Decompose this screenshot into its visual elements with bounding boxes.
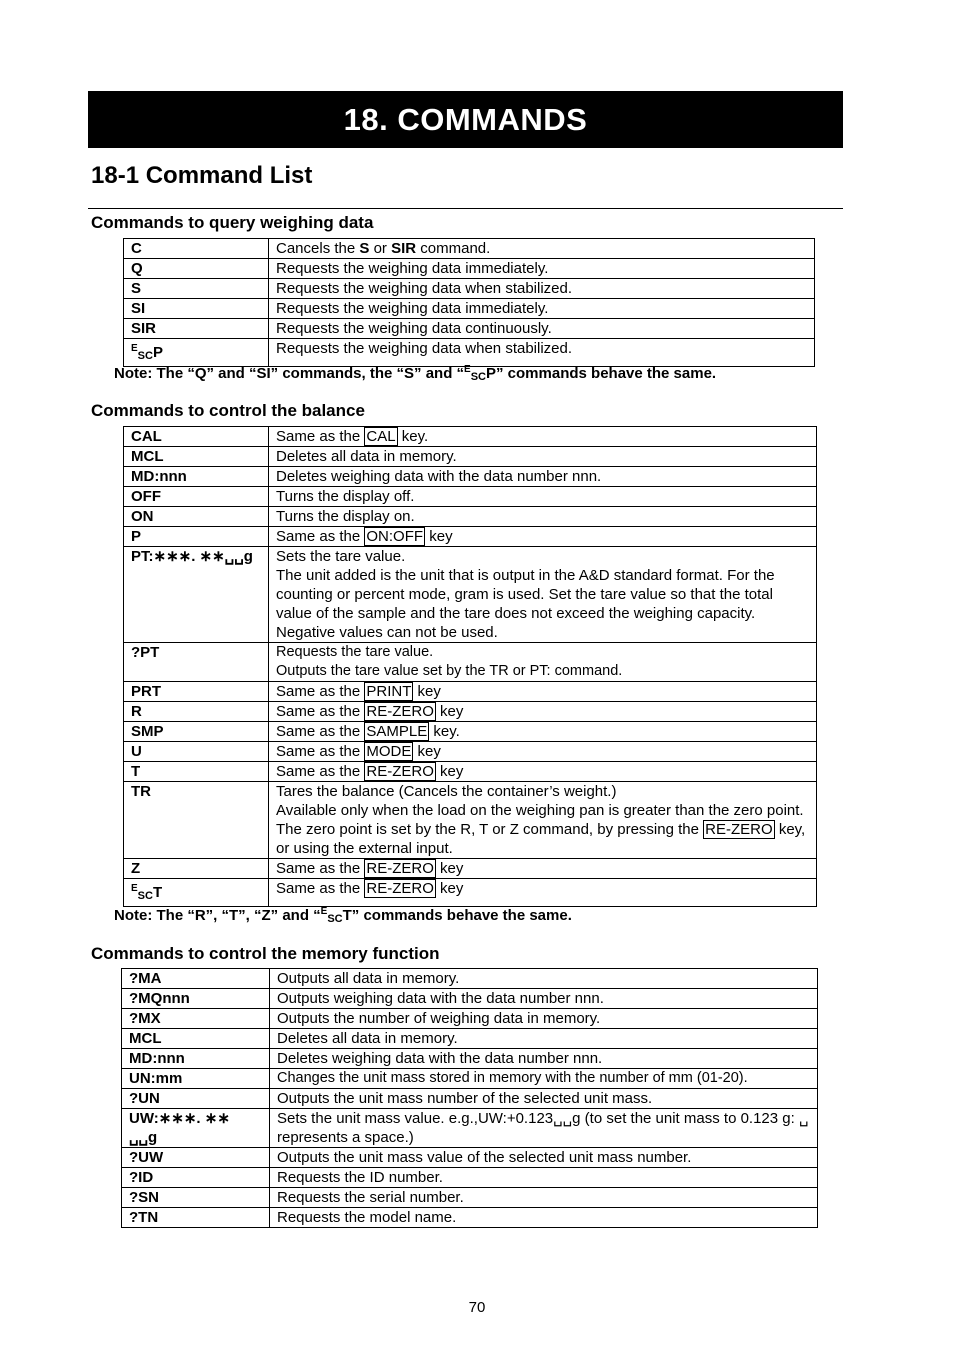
table-row <box>122 1069 818 1089</box>
table-row <box>124 447 817 467</box>
command-cell: OFF <box>124 487 269 507</box>
command-cell: ?SN <box>122 1188 270 1208</box>
command-cell: MCL <box>124 447 269 467</box>
memory-heading: Commands to control the memory function <box>91 944 440 963</box>
command-cell: SI <box>124 299 269 319</box>
table-row <box>124 339 815 367</box>
table-row <box>122 989 818 1009</box>
table-row <box>124 547 817 643</box>
table-row <box>122 1009 818 1029</box>
command-cell: Q <box>124 259 269 279</box>
table-row <box>122 1049 818 1069</box>
description-cell: Outputs weighing data with the data number nnn. <box>270 989 818 1009</box>
description-cell: Same as the ON:OFF key <box>269 527 817 547</box>
table-row <box>122 1188 818 1208</box>
section-title: 18-1 Command List <box>91 162 313 189</box>
description-cell: Requests the weighing data when stabilized. <box>269 339 815 367</box>
command-cell: PT:∗∗∗. ∗∗␣␣g <box>124 547 269 643</box>
table-row <box>124 722 817 742</box>
memory-command-table <box>121 968 818 1228</box>
description-cell: Outputs the unit mass number of the selected unit mass. <box>270 1089 818 1109</box>
table-row <box>124 259 815 279</box>
table-row <box>124 527 817 547</box>
description-cell: Requests the weighing data immediately. <box>269 259 815 279</box>
key-label: RE-ZERO <box>366 703 434 720</box>
chapter-banner <box>88 91 843 148</box>
description-cell: Same as the RE-ZERO key <box>269 702 817 722</box>
description-cell: Changes the unit mass stored in memory with the number of mm (01-20). <box>270 1069 818 1089</box>
key-label: RE-ZERO <box>366 860 434 877</box>
description-cell: Deletes weighing data with the data number nnn. <box>270 1049 818 1069</box>
command-cell: $^E$SCP <box>124 339 269 367</box>
command-cell: MD:nnn <box>124 467 269 487</box>
description-cell: Deletes all data in memory. <box>269 447 817 467</box>
description-cell: Same as the RE-ZERO key <box>269 879 817 907</box>
table-row <box>124 319 815 339</box>
control-command-table <box>123 426 817 907</box>
command-cell: Z <box>124 859 269 879</box>
table-row <box>122 1029 818 1049</box>
command-cell: MCL <box>122 1029 270 1049</box>
key-label: ON:OFF <box>366 528 424 545</box>
table-row <box>122 1168 818 1188</box>
command-cell: UW:∗∗∗. ∗∗ ␣␣g <box>122 1109 270 1148</box>
key-label: PRINT <box>366 683 412 700</box>
table-row <box>124 239 815 259</box>
table-row <box>122 969 818 989</box>
description-cell: Deletes all data in memory. <box>270 1029 818 1049</box>
command-cell: SMP <box>124 722 269 742</box>
command-cell: U <box>124 742 269 762</box>
command-cell: ?UN <box>122 1089 270 1109</box>
command-cell: CAL <box>124 427 269 447</box>
command-cell: UN:mm <box>122 1069 270 1089</box>
table-row <box>124 427 817 447</box>
table-row <box>122 1208 818 1228</box>
description-cell: Requests the weighing data when stabilized. <box>269 279 815 299</box>
table-row <box>124 467 817 487</box>
key-label: RE-ZERO <box>366 763 434 780</box>
command-cell: S <box>124 279 269 299</box>
query-command-table <box>123 238 815 367</box>
table-row <box>124 742 817 762</box>
description-cell: Turns the display off. <box>269 487 817 507</box>
description-cell: Same as the RE-ZERO key <box>269 859 817 879</box>
table-row <box>124 507 817 527</box>
description-cell: Same as the CAL key. <box>269 427 817 447</box>
table-row <box>124 702 817 722</box>
key-label: MODE <box>366 743 412 760</box>
key-label: SAMPLE <box>366 723 428 740</box>
command-cell: C <box>124 239 269 259</box>
command-cell: PRT <box>124 682 269 702</box>
control-heading: Commands to control the balance <box>91 401 365 420</box>
command-cell: ?MX <box>122 1009 270 1029</box>
key-label: RE-ZERO <box>366 880 434 897</box>
description-cell: Tares the balance (Cancels the container’s weight.) Available only when the load on the weighing pan is greater than the zero point. The zero point is set by the R, T or Z command, by pressing the RE-ZERO key, or using the external input. <box>269 782 817 859</box>
description-cell: Cancels the S or SIR command. <box>269 239 815 259</box>
description-cell: Requests the serial number. <box>270 1188 818 1208</box>
table-row <box>124 859 817 879</box>
command-cell: ON <box>124 507 269 527</box>
description-cell: Requests the tare value. Outputs the tare value set by the TR or PT: command. <box>269 643 817 682</box>
table-row <box>124 487 817 507</box>
key-label: CAL <box>366 428 396 445</box>
description-cell: Same as the SAMPLE key. <box>269 722 817 742</box>
key-label: RE-ZERO <box>705 821 773 838</box>
description-cell: Requests the weighing data immediately. <box>269 299 815 319</box>
description-cell: Deletes weighing data with the data number nnn. <box>269 467 817 487</box>
command-cell: ?PT <box>124 643 269 682</box>
table-row <box>124 299 815 319</box>
command-cell: ?UW <box>122 1148 270 1168</box>
description-cell: Requests the ID number. <box>270 1168 818 1188</box>
table-row <box>122 1109 818 1148</box>
command-cell: R <box>124 702 269 722</box>
description-cell: Turns the display on. <box>269 507 817 527</box>
table-row <box>124 682 817 702</box>
table-row <box>124 279 815 299</box>
description-cell: Requests the model name. <box>270 1208 818 1228</box>
description-cell: Outputs the number of weighing data in memory. <box>270 1009 818 1029</box>
description-cell: Requests the weighing data continuously. <box>269 319 815 339</box>
description-cell: Same as the PRINT key <box>269 682 817 702</box>
query-heading: Commands to query weighing data <box>91 213 374 232</box>
command-cell: P <box>124 527 269 547</box>
description-cell: Outputs the unit mass value of the selected unit mass number. <box>270 1148 818 1168</box>
command-cell: T <box>124 762 269 782</box>
command-cell: $^E$SCT <box>124 879 269 907</box>
command-cell: TR <box>124 782 269 859</box>
description-cell: Sets the tare value. The unit added is the unit that is output in the A&D standard format. For the counting or percent mode, gram is used. Set the tare value so that the total value of the sample and the tare does not exceed the weighing capacity. Negative values can not be used. <box>269 547 817 643</box>
description-cell: Same as the MODE key <box>269 742 817 762</box>
table-row <box>124 643 817 682</box>
control-note: Note: The “R”, “T”, “Z” and “$^E$SCT” commands behave the same. <box>114 906 572 925</box>
command-cell: ?ID <box>122 1168 270 1188</box>
description-cell: Same as the RE-ZERO key <box>269 762 817 782</box>
table-row <box>124 782 817 859</box>
command-cell: ?MQnnn <box>122 989 270 1009</box>
command-cell: ?MA <box>122 969 270 989</box>
table-row <box>124 762 817 782</box>
command-cell: SIR <box>124 319 269 339</box>
section-divider <box>88 208 843 209</box>
page-number: 70 <box>468 1299 486 1316</box>
description-cell: Sets the unit mass value. e.g.,UW:+0.123␣␣g (to set the unit mass to 0.123 g: ␣ represents a space.) <box>270 1109 818 1148</box>
chapter-title: 18. COMMANDS <box>343 101 588 137</box>
description-cell: Outputs all data in memory. <box>270 969 818 989</box>
command-cell: MD:nnn <box>122 1049 270 1069</box>
table-row <box>122 1089 818 1109</box>
table-row <box>122 1148 818 1168</box>
command-cell: ?TN <box>122 1208 270 1228</box>
table-row <box>124 879 817 907</box>
query-note: Note: The “Q” and “SI” commands, the “S” and “$^E$SCP” commands behave the same. <box>114 364 717 383</box>
